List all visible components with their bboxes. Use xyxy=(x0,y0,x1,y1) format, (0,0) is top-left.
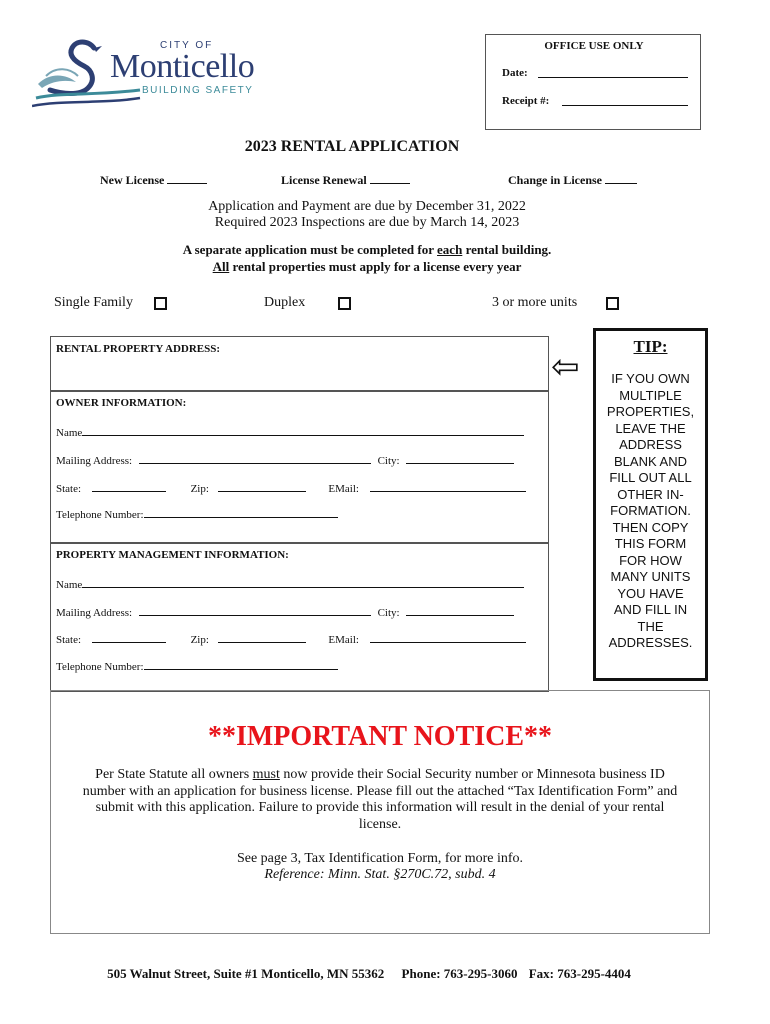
logo-name: Monticello xyxy=(110,48,255,85)
notice-reference: Reference: Minn. Stat. §270C.72, subd. 4 xyxy=(264,867,496,882)
owner-state-field[interactable] xyxy=(92,481,166,492)
tip-line: BLANK AND xyxy=(614,453,687,469)
renewal-blank[interactable] xyxy=(370,172,410,184)
office-use-box xyxy=(485,34,701,130)
property-management-section xyxy=(50,542,549,692)
tip-title xyxy=(596,337,705,357)
owner-state-row xyxy=(56,481,536,495)
owner-name-field[interactable] xyxy=(82,425,524,436)
pm-email-label: EMail: xyxy=(328,633,359,646)
tip-line: ADDRESS xyxy=(619,437,682,452)
page-title: 2023 RENTAL APPLICATION xyxy=(244,138,460,155)
pm-name-label: Name xyxy=(56,578,83,591)
pm-name-field[interactable] xyxy=(82,577,524,588)
left-arrow-icon: ⇦ xyxy=(551,347,580,387)
tip-text xyxy=(596,371,705,652)
separate-note-emph: each xyxy=(437,242,463,257)
change-label: Change in License xyxy=(508,172,603,187)
footer-phone: Phone: 763-295-3060 xyxy=(401,966,518,981)
owner-email-field[interactable] xyxy=(370,481,526,492)
owner-phone-field[interactable] xyxy=(144,507,338,518)
tip-box xyxy=(593,328,708,681)
pm-state-field[interactable] xyxy=(92,632,166,643)
owner-title: OWNER INFORMATION: xyxy=(56,397,187,409)
footer-fax: Fax: 763-295-4404 xyxy=(528,966,631,981)
logo-city-of: CITY OF xyxy=(160,40,214,51)
pm-state-row xyxy=(56,632,536,646)
all-properties-emph: All xyxy=(212,259,230,274)
important-notice xyxy=(50,690,710,934)
all-properties-note xyxy=(0,259,734,275)
owner-mailing-row xyxy=(56,453,514,467)
pm-city-field[interactable] xyxy=(406,605,514,616)
separate-note-pre: A separate application must be completed for xyxy=(182,242,438,257)
all-properties-post: rental properties must apply for a license every year xyxy=(229,259,522,274)
logo-dept: BUILDING SAFETY xyxy=(142,85,254,96)
notice-line-4: license. xyxy=(358,816,402,832)
tip-line: PROPERTIES, xyxy=(606,404,695,419)
three-units-checkbox[interactable] xyxy=(606,297,619,310)
tip-title-text: TIP: xyxy=(633,337,668,356)
logo xyxy=(32,36,272,114)
footer xyxy=(0,966,738,982)
new-license-blank[interactable] xyxy=(167,172,207,184)
due-date-line-1: Application and Payment are due by December 31, 2022 xyxy=(208,199,526,214)
change-option[interactable] xyxy=(508,172,637,188)
notice-post: now provide their Social Security number or Minnesota business ID xyxy=(279,767,665,782)
tip-line: FILL OUT ALL xyxy=(609,470,692,485)
change-blank[interactable] xyxy=(605,172,637,184)
notice-title: **IMPORTANT NOTICE** xyxy=(207,721,553,752)
owner-name-row xyxy=(56,425,524,439)
owner-state-label: State: xyxy=(56,482,82,495)
office-date-field[interactable] xyxy=(538,67,688,78)
new-license-option[interactable] xyxy=(100,172,207,188)
owner-city-label: City: xyxy=(377,454,400,467)
duplex-checkbox[interactable] xyxy=(338,297,351,310)
pm-zip-field[interactable] xyxy=(218,632,306,643)
type-three-label: 3 or more units xyxy=(492,295,578,310)
tip-line: MULTIPLE xyxy=(619,387,682,403)
pm-mailing-row xyxy=(56,605,514,619)
due-date-line-2: Required 2023 Inspections are due by March 14, 2023 xyxy=(214,215,520,230)
separate-note-post: rental building. xyxy=(462,242,552,257)
tip-line: THE xyxy=(637,618,664,634)
notice-line-3: submit with this application. Failure to provide this information will result in the denial of your rental xyxy=(95,800,665,815)
notice-line-2: number with an application for business license. Please fill out the attached “Tax Identification Form” and xyxy=(82,783,678,799)
owner-mailing-field[interactable] xyxy=(139,453,371,464)
pm-phone-row xyxy=(56,659,338,673)
owner-zip-field[interactable] xyxy=(218,481,306,492)
new-license-label: New License xyxy=(100,172,165,187)
owner-mailing-label: Mailing Address: xyxy=(56,454,133,467)
office-receipt-label: Receipt #: xyxy=(502,95,550,107)
pm-name-row xyxy=(56,577,524,591)
separate-note xyxy=(0,242,734,258)
pm-state-label: State: xyxy=(56,633,82,646)
notice-line-1 xyxy=(51,767,709,784)
rental-address-section xyxy=(50,336,549,392)
owner-section xyxy=(50,390,549,544)
tip-line: YOU HAVE xyxy=(617,585,684,601)
pm-mailing-label: Mailing Address: xyxy=(56,606,133,619)
notice-body xyxy=(51,767,709,833)
owner-phone-row xyxy=(56,507,338,521)
pm-city-label: City: xyxy=(377,606,400,619)
tip-line: AND FILL IN xyxy=(613,602,688,617)
pm-zip-label: Zip: xyxy=(190,633,209,646)
type-single-label: Single Family xyxy=(54,295,133,310)
rental-address-label: RENTAL PROPERTY ADDRESS: xyxy=(56,343,221,355)
office-receipt-field[interactable] xyxy=(562,95,688,106)
tip-line: THEN COPY xyxy=(612,519,689,535)
tip-line: THIS FORM xyxy=(614,536,687,551)
tip-line: FOR HOW xyxy=(619,552,682,568)
office-date-label: Date: xyxy=(502,67,528,79)
pm-title: PROPERTY MANAGEMENT INFORMATION: xyxy=(56,549,289,561)
notice-see: See page 3, Tax Identification Form, for more info. xyxy=(236,851,524,866)
tip-line: FORMATION. xyxy=(610,503,691,518)
pm-email-field[interactable] xyxy=(370,632,526,643)
renewal-option[interactable] xyxy=(281,172,410,188)
renewal-label: License Renewal xyxy=(281,172,367,187)
pm-phone-label: Telephone Number: xyxy=(56,660,144,673)
type-duplex-label: Duplex xyxy=(264,295,306,310)
notice-must: must xyxy=(252,767,280,782)
tip-line: MANY UNITS xyxy=(610,569,691,584)
notice-pre: Per State Statute all owners xyxy=(95,767,253,782)
owner-phone-label: Telephone Number: xyxy=(56,508,144,521)
footer-address: 505 Walnut Street, Suite #1 Monticello, MN 55362 xyxy=(107,966,385,981)
owner-email-label: EMail: xyxy=(328,482,359,495)
pm-phone-field[interactable] xyxy=(144,659,338,670)
single-family-checkbox[interactable] xyxy=(154,297,167,310)
tip-line: LEAVE THE xyxy=(615,420,686,436)
pm-mailing-field[interactable] xyxy=(139,605,371,616)
tip-line: IF YOU OWN xyxy=(611,371,690,386)
owner-city-field[interactable] xyxy=(406,453,514,464)
owner-name-label: Name xyxy=(56,426,83,439)
rental-address-field[interactable] xyxy=(56,361,541,385)
tip-line: OTHER IN- xyxy=(617,486,684,502)
tip-line: ADDRESSES. xyxy=(608,635,693,650)
office-title: OFFICE USE ONLY xyxy=(544,40,644,52)
owner-zip-label: Zip: xyxy=(190,482,209,495)
